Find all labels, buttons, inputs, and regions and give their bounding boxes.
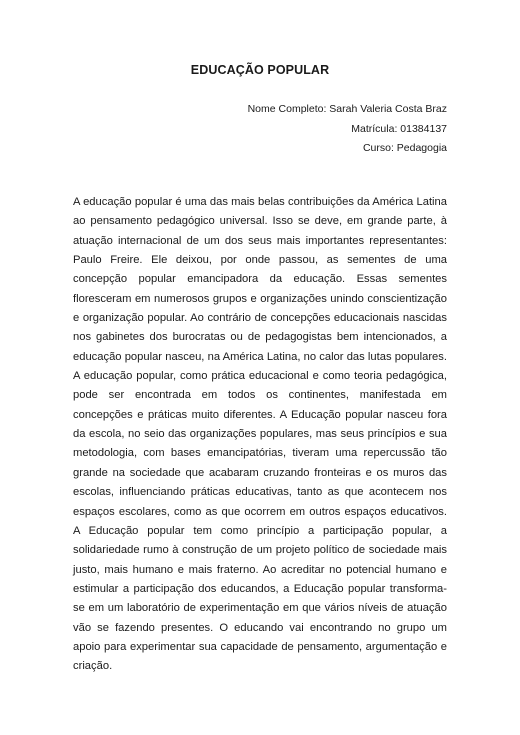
author-name: Nome Completo: Sarah Valeria Costa Braz [247, 103, 447, 115]
document-title: EDUCAÇÃO POPULAR [190, 63, 330, 77]
registration-number: Matrícula: 01384137 [351, 122, 447, 135]
author-info [147, 100, 447, 159]
body-paragraph: A educação popular é uma das mais belas contribuições da América Latina ao pensamento pedagógico universal. Isso se deve, em grande parte, à atuação internacional de um dos seus mais importantes representantes: Paulo Freire. Ele deixou, por onde passou, as sementes de uma concepção popular emancipadora da educação. Essas sementes floresceram em numerosos grupos e organizações unindo conscientização e organização popular. Ao contrário de concepções educacionais nascidas nos gabinetes dos burocratas ou de pedagogistas bem intencionados, a educação popular nasceu, na América Latina, no calor das lutas populares. A educação popular, como prática educacional e como teoria pedagógica, pode ser encontrada em todos os continentes, manifestada em concepções e práticas muito diferentes. A Educação popular nasceu fora da escola, no seio das organizações populares, mas seus princípios e sua metodologia, com bases emancipatórias, tiveram uma repercussão tão grande na sociedade que acabaram cruzando fronteiras e os muros das escolas, influenciando práticas educativas, tanto as que acontecem nos espaços escolares, como as que ocorrem em outros espaços educativos. A Educação popular tem como princípio a participação popular, a solidariedade rumo à construção de um projeto político de sociedade mais justo, mais humano e mais fraterno. Ao acreditar no potencial humano e estimular a participação dos educandos, a Educação popular transforma-se em um laboratório de experimentação em que vários níveis de atuação vão se fazendo presentes. O educando vai encontrando no grupo um apoio para experimentar sua capacidade de pensamento, argumentação e criação. [73, 196, 447, 673]
course-name: Curso: Pedagogia [362, 142, 447, 154]
